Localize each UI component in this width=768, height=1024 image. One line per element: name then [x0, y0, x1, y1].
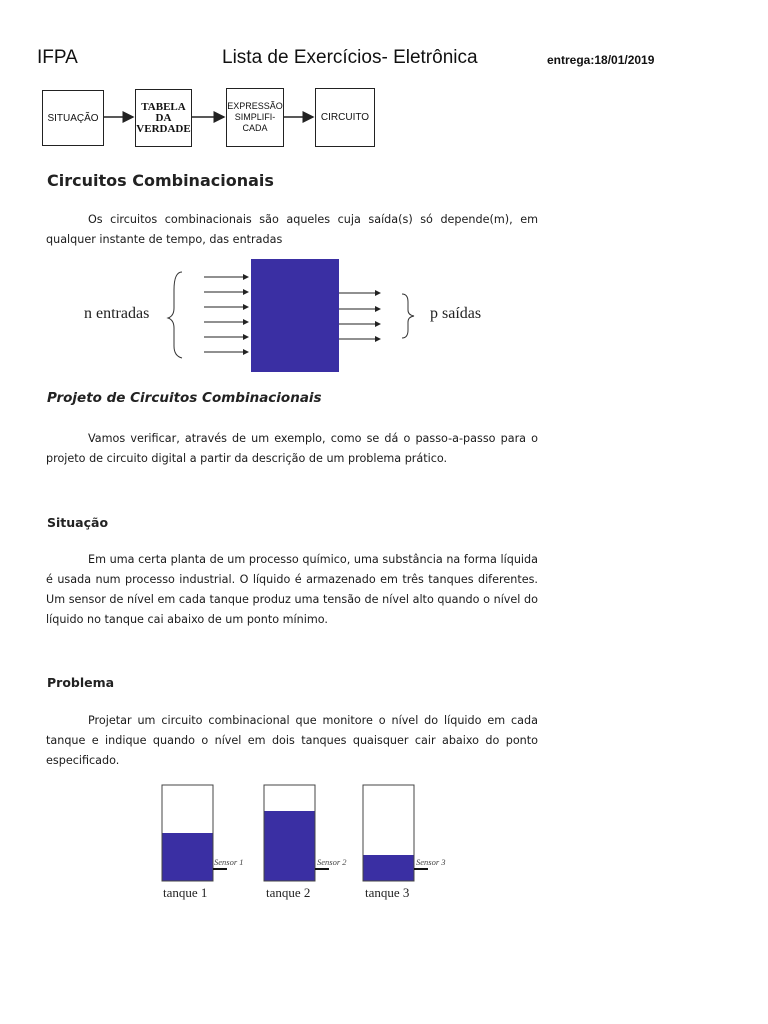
- situation-paragraph: Em uma certa planta de um processo químico, uma substância na forma líquida é usada num processo industrial. O líquido é armazenado em três tanques diferentes. Um sensor de nível em cada tanque produz uma tensão de nível alto quando o nível do líquido no tanque cai abaixo de um ponto mínimo.: [46, 553, 538, 626]
- problem-paragraph: Projetar um circuito combinacional que monitore o nível do líquido em cada tanque e indique quando o nível em dois tanques quaisquer cair abaixo do ponto especificado.: [46, 714, 538, 767]
- tank-label-3: tanque 3: [365, 885, 410, 900]
- project-title: Projeto de Circuitos Combinacionais: [47, 390, 322, 406]
- flow-expressao-line1: EXPRESSÃO: [227, 101, 283, 111]
- tank-label-2: tanque 2: [266, 885, 311, 900]
- sensor-label-1: Sensor 1: [214, 857, 244, 867]
- combinational-block: [251, 259, 339, 372]
- intro-paragraph: Os circuitos combinacionais são aqueles cuja saída(s) só depende(m), em qualquer instante de tempo, das entradas: [46, 213, 538, 246]
- tank-liquid-3: [363, 855, 414, 881]
- block-svg: [160, 250, 420, 380]
- project-paragraph: Vamos verificar, através de um exemplo, como se dá o passo-a-passo para o projeto de circuito digital a partir da descrição de um problema prático.: [46, 432, 538, 465]
- flow-tabela-line3: VERDADE: [136, 122, 191, 135]
- page-title: Lista de Exercícios- Eletrônica: [222, 47, 478, 68]
- inputs-label: n entradas: [84, 305, 150, 322]
- flow-expressao-line2: SIMPLIFI-: [234, 112, 276, 122]
- problem-title: Problema: [47, 675, 115, 690]
- sensor-label-2: Sensor 2: [317, 857, 347, 867]
- tank-label-1: tanque 1: [163, 885, 208, 900]
- situation-title: Situação: [47, 515, 109, 530]
- sensor-label-3: Sensor 3: [416, 857, 446, 867]
- flow-tabela-line1: TABELA: [141, 100, 186, 113]
- tanks-svg: [150, 780, 470, 890]
- flow-expressao-line3: CADA: [242, 123, 268, 133]
- tank-liquid-1: [162, 833, 213, 881]
- institution-label: IFPA: [37, 47, 78, 68]
- section-title: Circuitos Combinacionais: [47, 171, 274, 190]
- flow-tabela-line2: DA: [155, 111, 172, 124]
- flow-situacao-label: SITUAÇÃO: [47, 112, 99, 124]
- inputs-brace: [168, 272, 182, 358]
- due-date: entrega:18/01/2019: [547, 53, 655, 67]
- flow-arrows: [0, 0, 400, 160]
- outputs-brace: [402, 294, 414, 338]
- tank-liquid-2: [264, 811, 315, 881]
- outputs-label: p saídas: [430, 305, 482, 322]
- flow-circuito-label: CIRCUITO: [320, 112, 370, 123]
